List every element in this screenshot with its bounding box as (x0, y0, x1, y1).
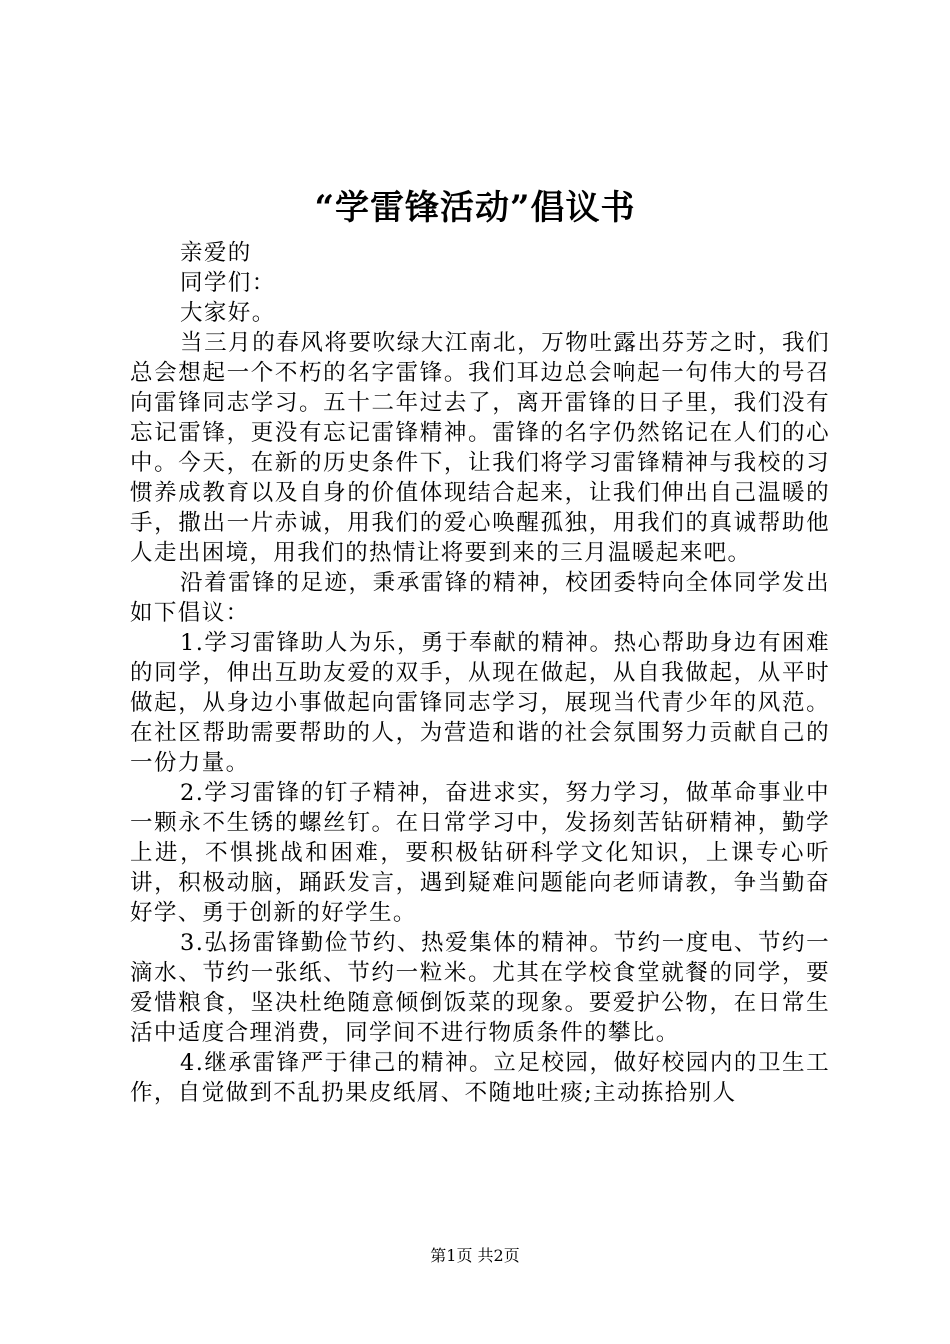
page-number-footer: 第1页 共2页 (430, 1246, 520, 1265)
paragraph-item-4: 4.继承雷锋严于律己的精神。立足校园，做好校园内的卫生工作，自觉做到不乱扔果皮纸屑、不随地吐痰;主动拣拾别人 (130, 1050, 830, 1106)
salutation-line-1: 亲爱的 (180, 240, 252, 266)
paragraph-item-2: 2.学习雷锋的钉子精神，奋进求实，努力学习，做革命事业中一颗永不生锈的螺丝钉。在日常学习中，发扬刻苦钻研精神，勤学上进，不惧挑战和困难，要积极钻研科学文化知识，上课专心听讲，积极动脑，踊跃发言，遇到疑难问题能向老师请教，争当勤奋好学、勇于创新的好学生。 (130, 780, 830, 926)
salutation-line-2: 同学们： (180, 270, 276, 296)
paragraph-proposal: 沿着雷锋的足迹，秉承雷锋的精神，校团委特向全体同学发出如下倡议： (130, 570, 830, 626)
document-body (130, 238, 830, 1108)
paragraph-item-3: 3.弘扬雷锋勤俭节约、热爱集体的精神。节约一度电、节约一滴水、节约一张纸、节约一粒米。尤其在学校食堂就餐的同学，要爱惜粮食，坚决杜绝随意倾倒饭菜的现象。要爱护公物，在日常生活中适度合理消费，同学间不进行物质条件的攀比。 (130, 930, 830, 1046)
greeting: 大家好。 (180, 300, 276, 326)
document-title: “学雷锋活动”倡议书 (314, 188, 636, 228)
paragraph-item-1: 1.学习雷锋助人为乐，勇于奉献的精神。热心帮助身边有困难的同学，伸出互助友爱的双手，从现在做起，从自我做起，从平时做起，从身边小事做起向雷锋同志学习，展现当代青少年的风范。在社区帮助需要帮助的人，为营造和谐的社会氛围努力贡献自己的一份力量。 (130, 630, 830, 776)
paragraph-intro: 当三月的春风将要吹绿大江南北，万物吐露出芬芳之时，我们总会想起一个不朽的名字雷锋。我们耳边总会响起一句伟大的号召向雷锋同志学习。五十二年过去了，离开雷锋的日子里，我们没有忘记雷锋，更没有忘记雷锋精神。雷锋的名字仍然铭记在人们的心中。今天，在新的历史条件下，让我们将学习雷锋精神与我校的习惯养成教育以及自身的价值体现结合起来，让我们伸出自己温暖的手，撒出一片赤诚，用我们的爱心唤醒孤独，用我们的真诚帮助他人走出困境，用我们的热情让将要到来的三月温暖起来吧。 (130, 330, 830, 566)
